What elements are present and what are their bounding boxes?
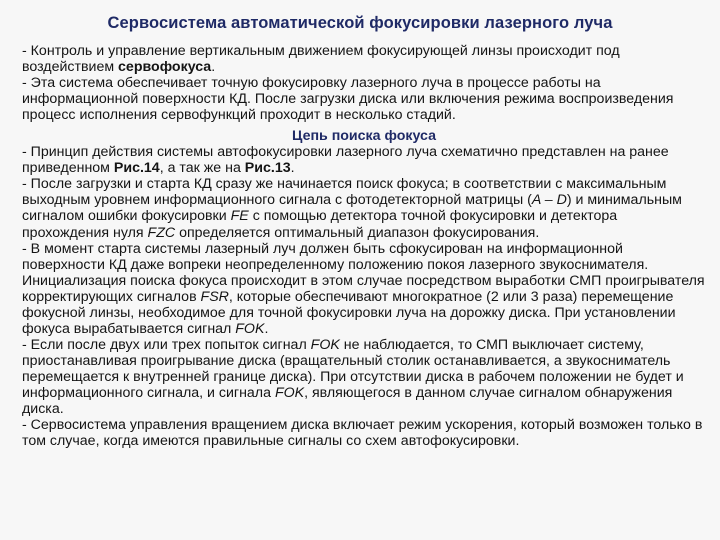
text-run-italic: FZC — [147, 224, 176, 241]
intro-paragraph — [22, 43, 706, 75]
text-run: ) и минимальным сигналом ошибки фокусировки — [22, 192, 682, 225]
section-paragraph — [22, 417, 706, 449]
text-run-italic: A – D — [531, 192, 567, 209]
intro-paragraph — [22, 75, 706, 123]
text-run-bold: Рис.13 — [244, 160, 291, 177]
section-paragraph — [22, 241, 706, 337]
section-paragraph — [22, 144, 706, 176]
text-run: - После загрузки и старта КД сразу же начинается поиск фокуса; в соответствии с максимальным выходным уровнем информационного сигнала с фотодетекторной матрицы ( — [22, 176, 667, 209]
section-title: Цепь поиска фокуса — [292, 128, 436, 145]
text-run: с помощью детектора точной фокусировки и детектора прохождения нуля — [22, 208, 618, 241]
text-run: - Если после двух или трех попыток сигнал — [22, 336, 311, 353]
text-run: - В момент старта системы лазерный луч должен быть сфокусирован на информационной поверхности КД даже вопреки неопределенному положению покоя лазерного звукоснимателя. Инициализация поиска фокуса происходит в этом случае посредством выработки СМП проигрывателя корректирующих сигналов — [22, 240, 705, 305]
text-run: - Контроль и управление вертикальным движением фокусирующей линзы происходит под воздействием — [22, 43, 620, 76]
text-run: , а так же на — [159, 160, 245, 177]
text-run-italic: FOK — [235, 320, 265, 337]
slide-body — [22, 43, 706, 449]
section-paragraph — [22, 337, 706, 417]
text-run: - Эта система обеспечивает точную фокусировку лазерного луча в процессе работы на информационной поверхности КД. После загрузки диска или включения режима воспроизведения процесс исполнения сервофункций проходит в несколько стадий. — [22, 75, 674, 124]
text-run: не наблюдается, то СМП выключает систему, приостанавливая проигрывание диска (вращательный столик останавливается, а звукосниматель перемещается к внутренней границе диска). При отсутствии диска в рабочем положении не будет и информационного сигнала, и сигнала — [22, 336, 684, 401]
text-run: , являющегося в данном случае сигналом обнаружения диска. — [22, 384, 673, 418]
text-run: , которые обеспечивают многократное (2 или 3 раза) перемещение фокусной линзы, необходимое для точной фокусировки луча на дорожку диска. При установлении фокуса вырабатывается сигнал — [22, 288, 676, 337]
text-run-bold: Рис.14 — [113, 160, 160, 177]
slide-title: Сервосистема автоматической фокусировки лазерного луча — [107, 14, 613, 32]
intro-block — [22, 43, 706, 123]
text-run: . — [264, 320, 269, 337]
text-run: определяется оптимальный диапазон фокусирования. — [175, 224, 540, 241]
text-run-italic: FOK — [274, 384, 305, 401]
text-run: - Принцип действия системы автофокусировки лазерного луча схематично представлен на ранее приведенном — [22, 144, 669, 177]
text-run-italic: FE — [230, 208, 249, 225]
text-run-bold: сервофокуса — [118, 59, 212, 76]
section-paragraph — [22, 176, 706, 240]
section-block — [22, 144, 706, 449]
text-run-italic: FSR — [200, 288, 229, 305]
text-run-italic: FOK — [310, 336, 340, 353]
text-run: - Сервосистема управления вращением диска включает режим ускорения, который возможен только в том случае, когда имеются правильные сигналы со схем автофокусировки. — [22, 417, 703, 450]
text-run: . — [290, 160, 295, 177]
text-run: . — [211, 59, 216, 76]
